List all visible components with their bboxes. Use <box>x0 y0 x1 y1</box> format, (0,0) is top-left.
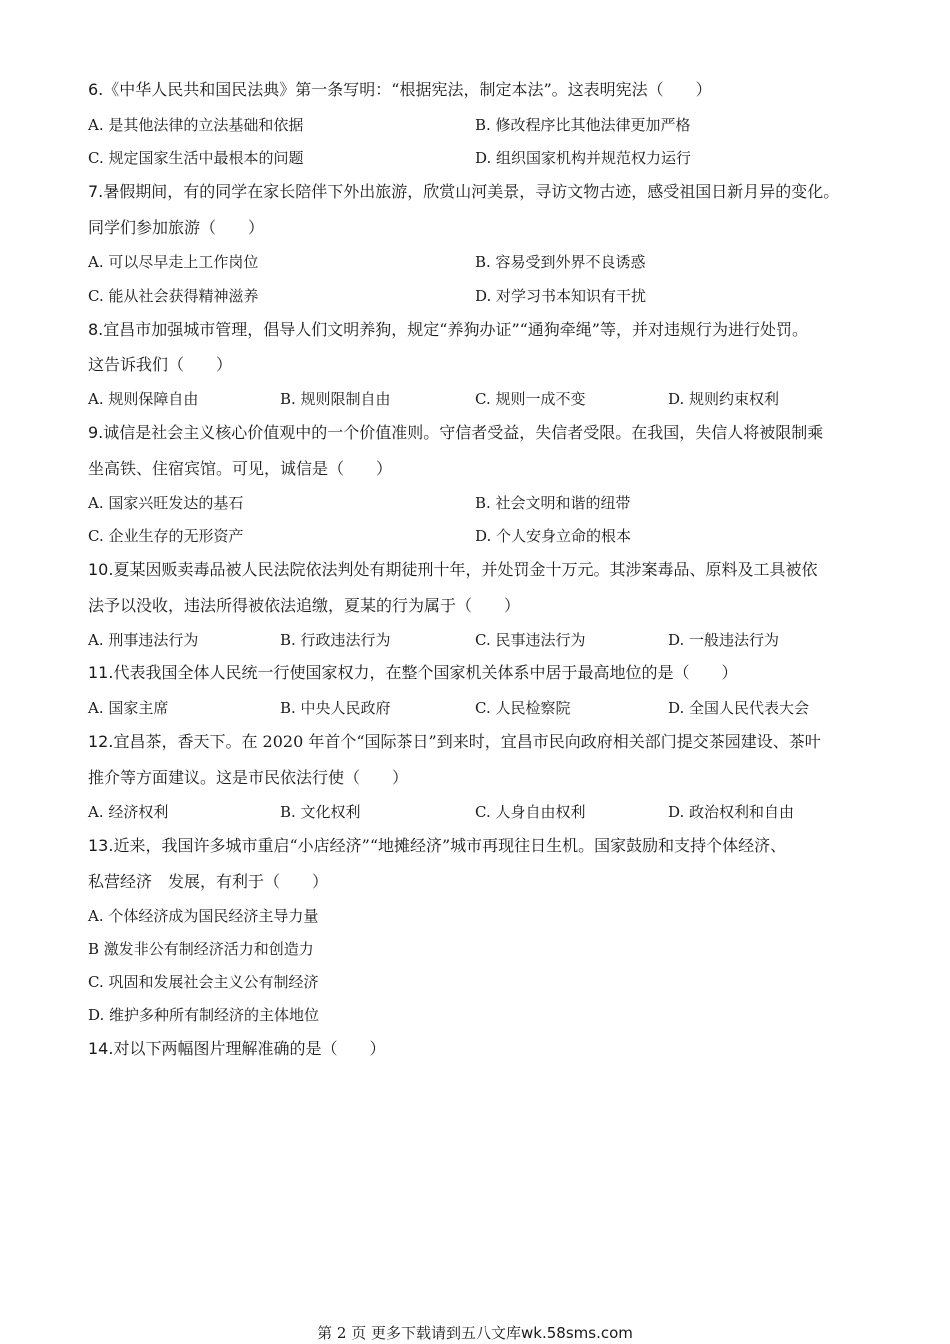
question-13-line2: 私营经济 发展，有利于（ ） <box>88 872 329 891</box>
option-8a: A. 规则保障自由 <box>88 390 199 408</box>
option-12b: B. 文化权利 <box>280 803 361 821</box>
question-13: 13.近来，我国许多城市重启“小店经济”“地摊经济”城市再现往日生机。国家鼓励和支持个体经济、 <box>88 836 787 855</box>
option-6a: A. 是其他法律的立法基础和依据 <box>88 116 304 134</box>
question-11: 11.代表我国全体人民统一行使国家权力，在整个国家机关体系中居于最高地位的是（ ） <box>88 663 738 682</box>
option-10d: D. 一般违法行为 <box>668 631 780 649</box>
page-footer <box>0 1322 950 1343</box>
option-13c: C. 巩固和发展社会主义公有制经济 <box>88 973 319 991</box>
question-6: 6.《中华人民共和国民法典》第一条写明：“根据宪法，制定本法”。这表明宪法（ ） <box>88 80 712 99</box>
option-7c: C. 能从社会获得精神滋养 <box>88 287 259 305</box>
option-11b: B. 中央人民政府 <box>280 699 391 717</box>
question-9: 9.诚信是社会主义核心价值观中的一个价值准则。守信者受益，失信者受限。在我国，失信人将被限制乘 <box>88 423 824 442</box>
option-7b: B. 容易受到外界不良诱惑 <box>475 253 646 271</box>
option-9a: A. 国家兴旺发达的基石 <box>88 494 244 512</box>
option-8b: B. 规则限制自由 <box>280 390 391 408</box>
option-12a: A. 经济权利 <box>88 803 169 821</box>
question-10-line2: 法予以没收，违法所得被依法追缴，夏某的行为属于（ ） <box>88 596 521 615</box>
option-7a: A. 可以尽早走上工作岗位 <box>88 253 259 271</box>
option-6d: D. 组织国家机构并规范权力运行 <box>475 149 692 167</box>
footer-text: 更多下载请到五八文库 <box>371 1324 522 1342</box>
question-8: 8.宜昌市加强城市管理，倡导人们文明养狗，规定“养狗办证”“通狗牵绳”等，并对违规行为进行处罚。 <box>88 320 808 339</box>
option-6b: B. 修改程序比其他法律更加严格 <box>475 116 691 134</box>
question-12: 12.宜昌茶，香天下。在 2020 年首个“国际茶日”到来时，宜昌市民向政府相关部门提交茶园建设、茶叶 <box>88 732 821 751</box>
option-13b: B 激发非公有制经济活力和创造力 <box>88 940 314 958</box>
question-12-line2: 推介等方面建议。这是市民依法行使（ ） <box>88 768 409 787</box>
option-8c: C. 规则一成不变 <box>475 390 586 408</box>
option-11c: C. 人民检察院 <box>475 699 571 717</box>
option-10a: A. 刑事违法行为 <box>88 631 199 649</box>
option-10b: B. 行政违法行为 <box>280 631 391 649</box>
option-9d: D. 个人安身立命的根本 <box>475 527 632 545</box>
option-13d: D. 维护多种所有制经济的主体地位 <box>88 1006 320 1024</box>
question-8-line2: 这告诉我们（ ） <box>88 355 233 374</box>
option-13a: A. 个体经济成为国民经济主导力量 <box>88 907 319 925</box>
option-11a: A. 国家主席 <box>88 699 169 717</box>
question-7: 7.暑假期间，有的同学在家长陪伴下外出旅游，欣赏山河美景，寻访文物古迹，感受祖国日新月异的变化。 <box>88 182 840 201</box>
option-9b: B. 社会文明和谐的纽带 <box>475 494 631 512</box>
option-12c: C. 人身自由权利 <box>475 803 586 821</box>
option-12d: D. 政治权利和自由 <box>668 803 795 821</box>
question-10: 10.夏某因贩卖毒品被人民法院依法判处有期徒刑十年，并处罚金十万元。其涉案毒品、原料及工具被依 <box>88 560 818 579</box>
question-7-line2: 同学们参加旅游（ ） <box>88 218 265 237</box>
page-number: 第 2 页 <box>317 1324 367 1342</box>
footer-site-link[interactable]: wk.58sms.com <box>521 1324 633 1342</box>
option-9c: C. 企业生存的无形资产 <box>88 527 244 545</box>
question-9-line2: 坐高铁、住宿宾馆。可见，诚信是（ ） <box>88 459 393 478</box>
option-6c: C. 规定国家生活中最根本的问题 <box>88 149 304 167</box>
option-10c: C. 民事违法行为 <box>475 631 586 649</box>
question-14: 14.对以下两幅图片理解准确的是（ ） <box>88 1039 386 1058</box>
option-8d: D. 规则约束权利 <box>668 390 780 408</box>
option-7d: D. 对学习书本知识有干扰 <box>475 287 647 305</box>
option-11d: D. 全国人民代表大会 <box>668 699 810 717</box>
